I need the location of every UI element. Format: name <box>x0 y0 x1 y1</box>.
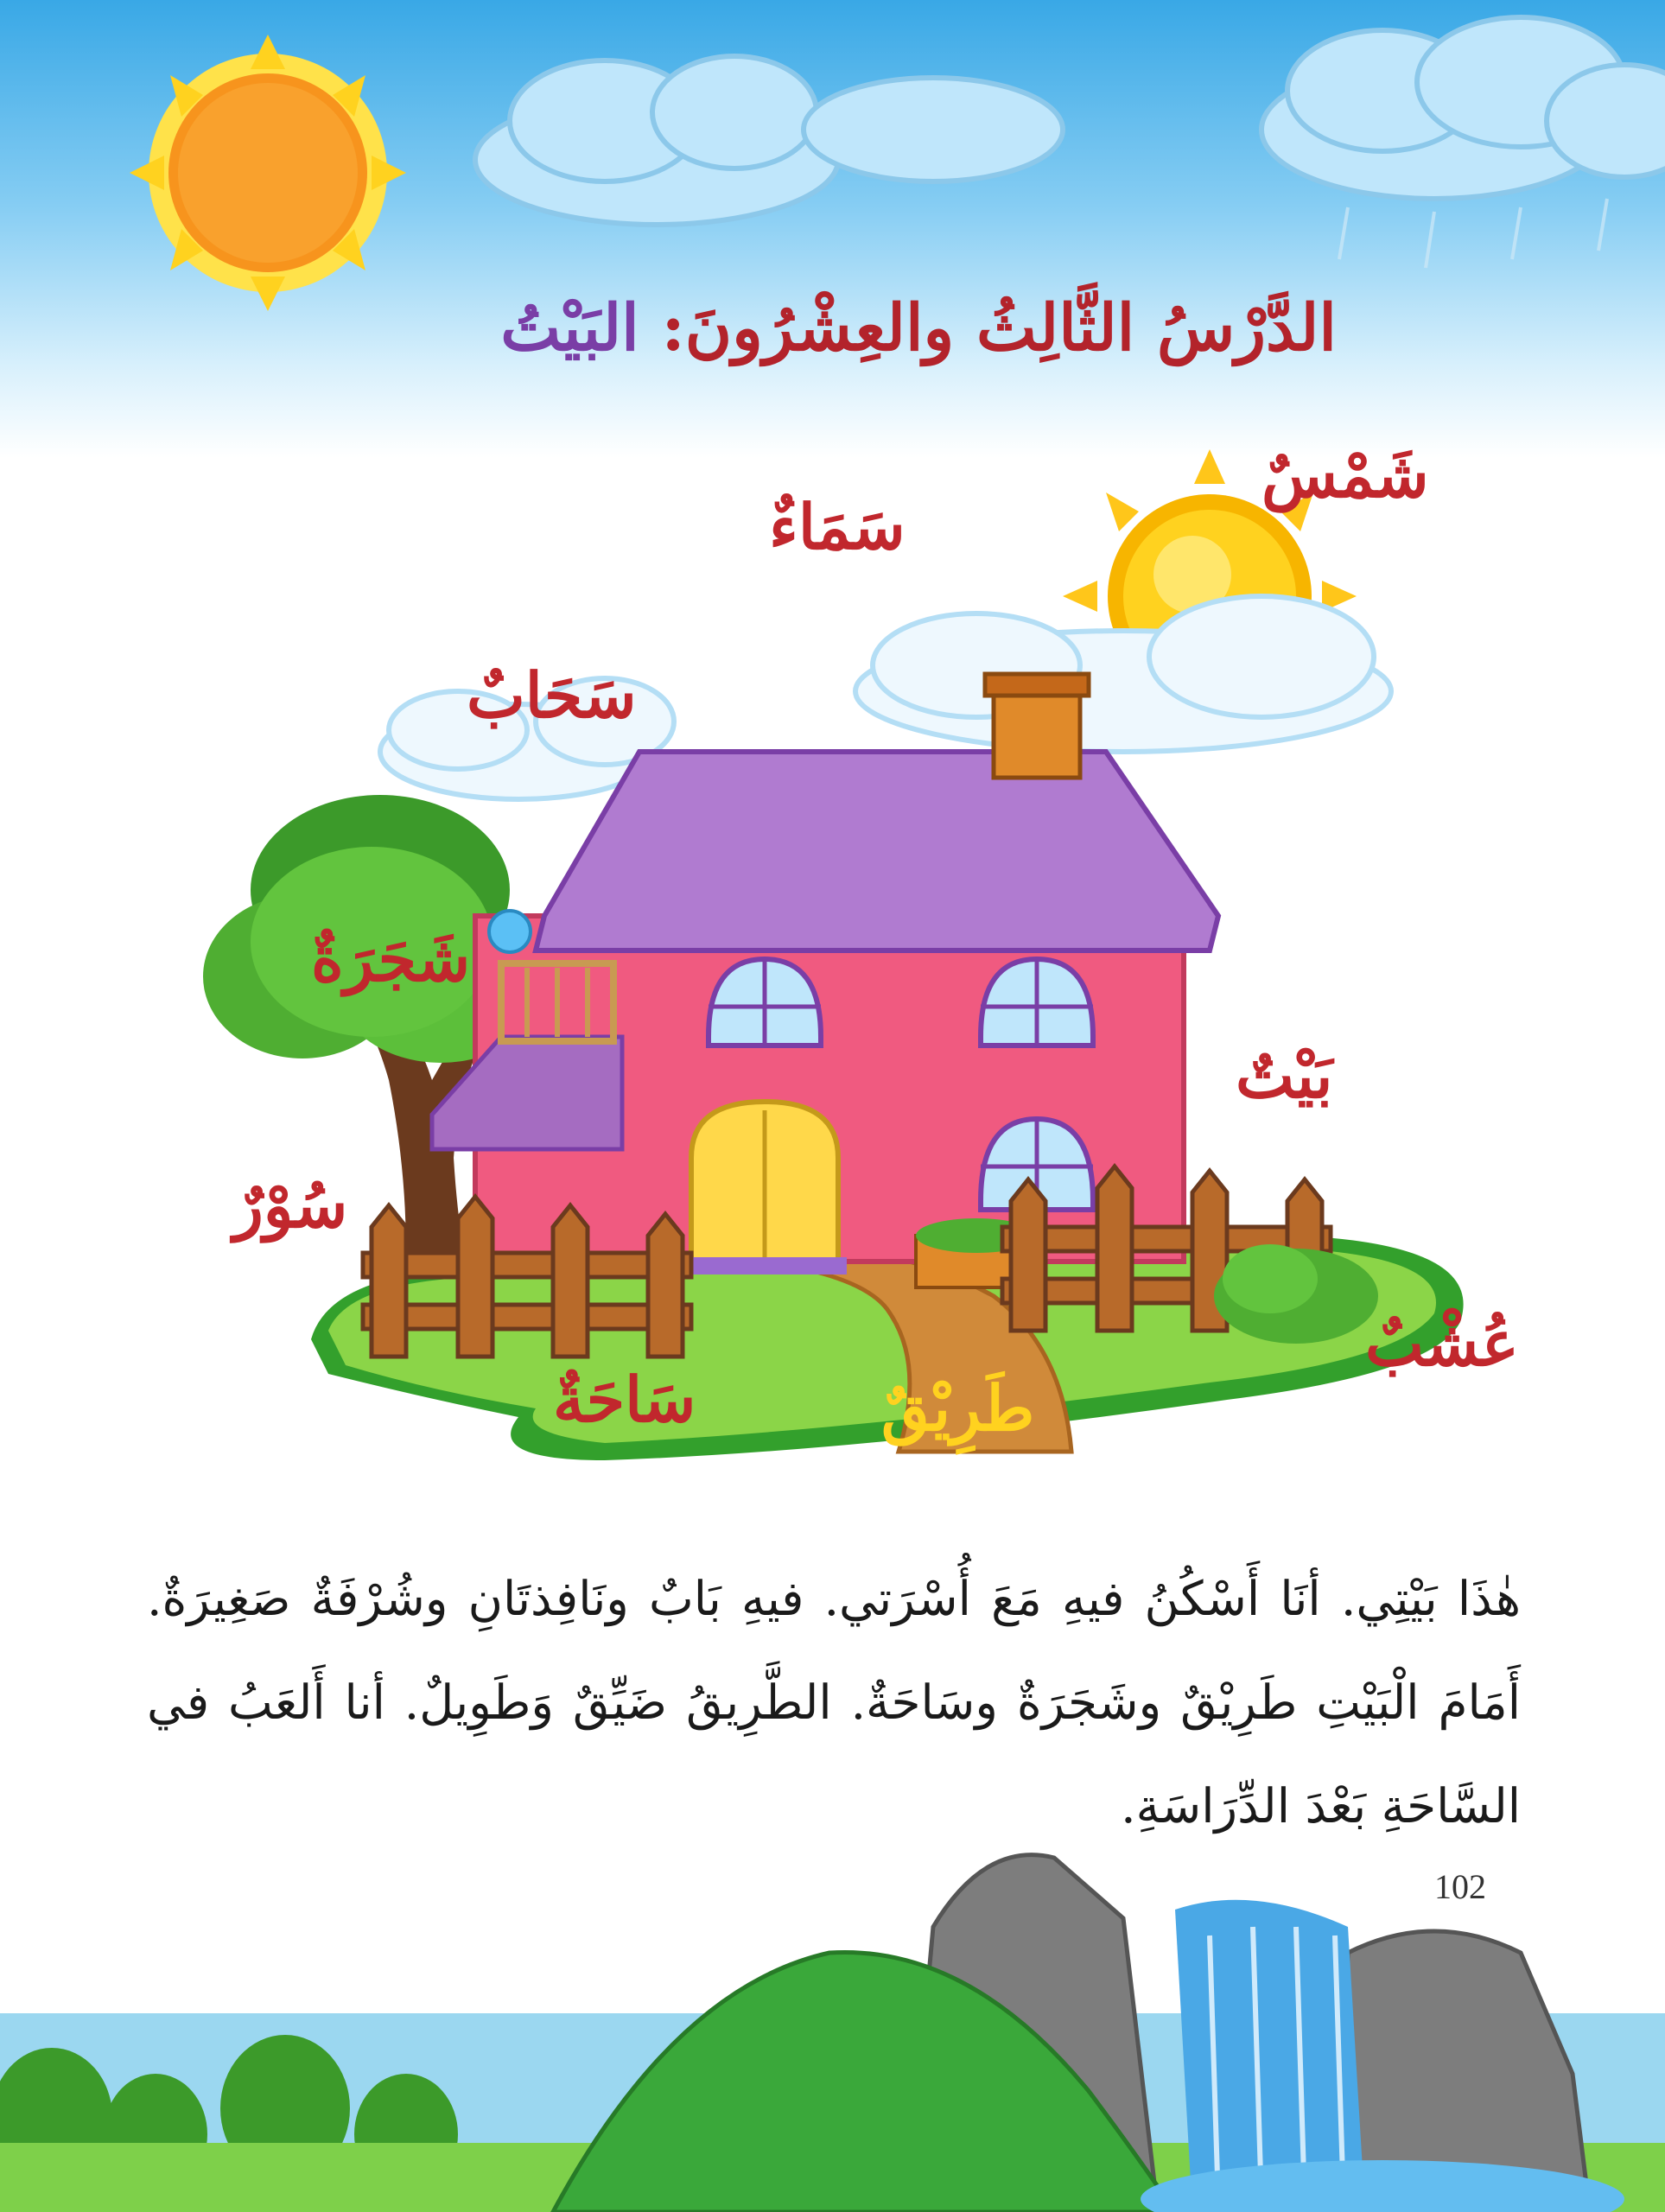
footer-pool-icon <box>1141 2160 1624 2212</box>
label-sun: شَمْسٌ <box>1261 438 1429 512</box>
footer-waterfall-icon <box>1175 1900 1365 2212</box>
label-yard: سَاحَةٌ <box>553 1363 696 1436</box>
footer-trees-icon <box>0 2035 458 2195</box>
label-sky: سَمَاءٌ <box>769 490 906 563</box>
label-cloud: سَحَابٌ <box>467 658 637 732</box>
label-house: بَيْتٌ <box>1236 1039 1333 1112</box>
footer-rocks-icon <box>907 1855 1590 2212</box>
label-wall: سُوْرٌ <box>233 1168 348 1242</box>
lesson-title-main: الدَّرْسُ الثَّالِثُ والعِشْرُونَ: <box>661 291 1337 365</box>
label-road: طَرِيْقٌ <box>881 1371 1035 1445</box>
lesson-title-topic: البَيْتُ <box>500 291 639 365</box>
label-tree: شَجَرَةٌ <box>311 922 471 995</box>
page-number: 102 <box>1434 1867 1486 1906</box>
reading-passage: هٰذَا بَيْتِي. أنَا أَسْكُنُ فيهِ مَعَ أُسْرَتي. فيهِ بَابٌ ونَافِذتَانِ وشُرْفَةٌ صَغِيرَةٌ. أَمَامَ الْبَيْتِ طَرِيْقٌ وشَجَرَةٌ وسَاحَةٌ. الطَّرِيقُ ضَيِّقٌ وَطَوِيلٌ. أنا أَلعَبُ في السَّاحَةِ بَعْدَ الدِّرَاسَةِ. <box>147 1571 1521 1834</box>
label-grass: عُشْبٌ <box>1365 1306 1519 1380</box>
footer-hill-icon <box>553 1952 1175 2212</box>
